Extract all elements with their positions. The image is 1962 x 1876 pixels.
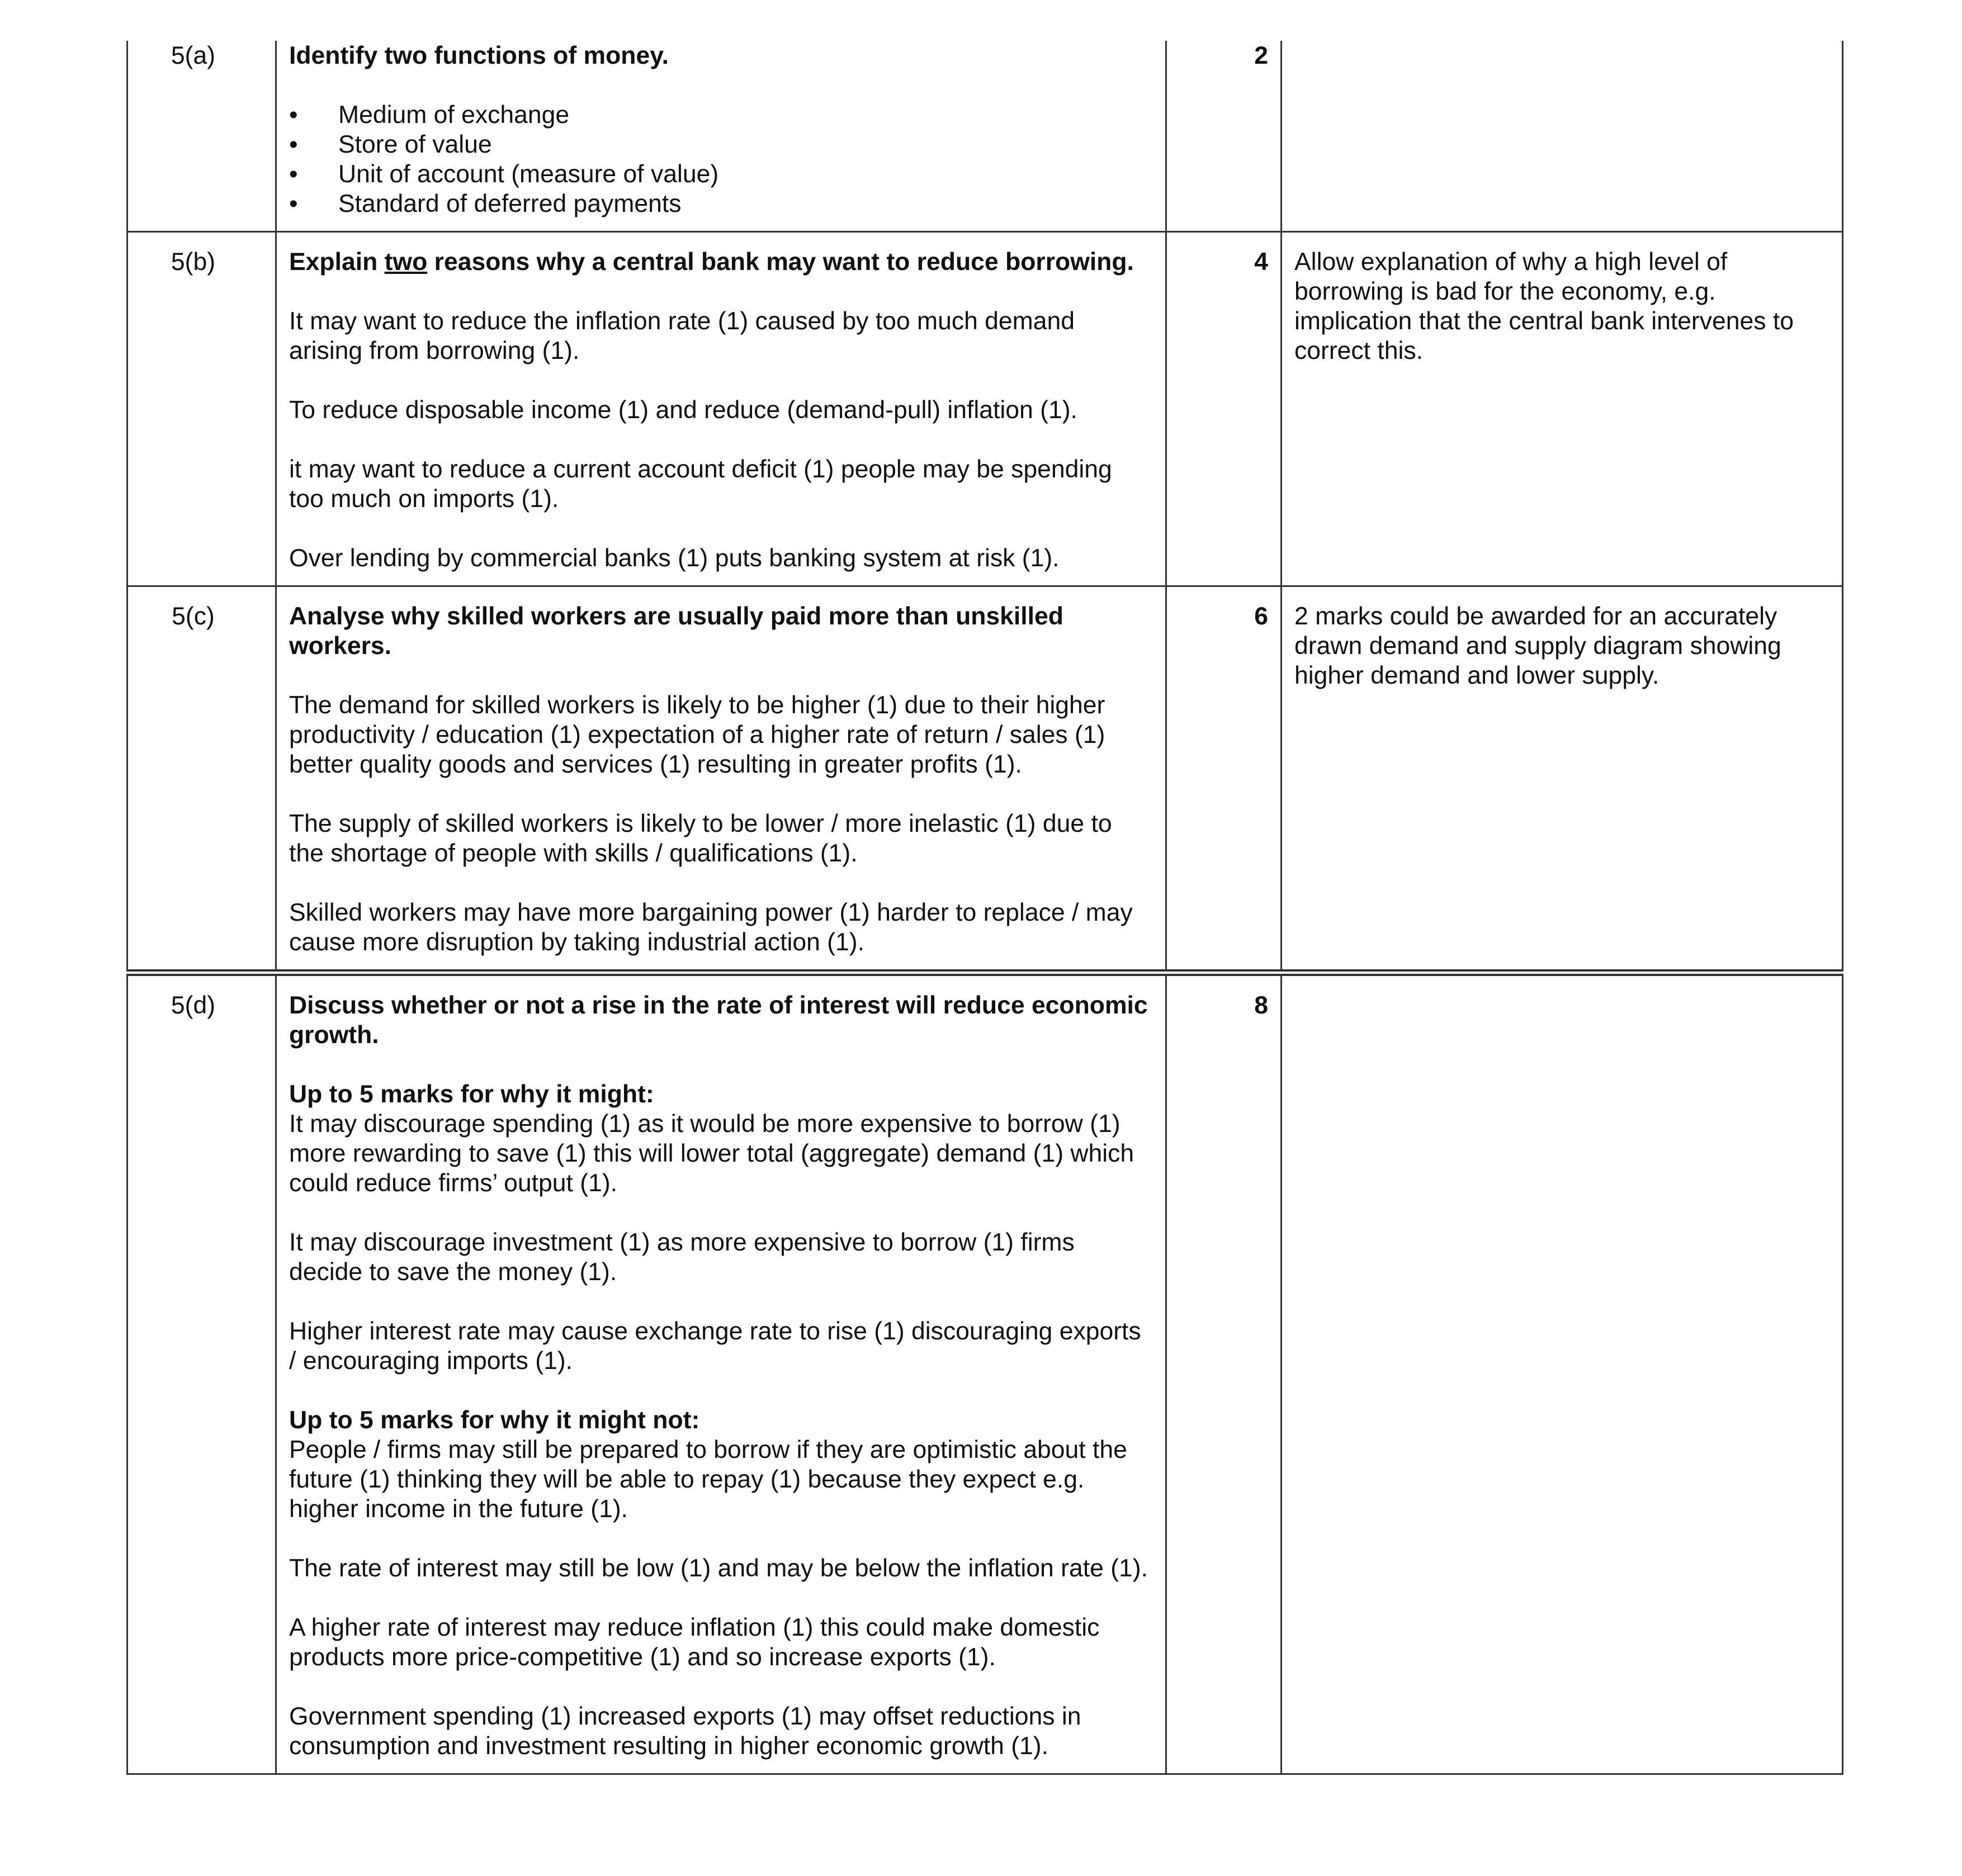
answer-paragraph: People / firms may still be prepared to borrow if they are optimistic about the future (1) thinking they will be able to repay (1) because they expect e.g. higher income in the future (1). bbox=[289, 1436, 1127, 1523]
answer-paragraph: It may discourage spending (1) as it would be more expensive to borrow (1) more rewarding to save (1) this will lower total (aggregate) demand (1) which could reduce firms’ output (1). bbox=[289, 1110, 1134, 1197]
list-item: • Store of value bbox=[289, 130, 1153, 159]
section-heading-might: Up to 5 marks for why it might: bbox=[289, 1081, 654, 1108]
marks-value: 6 bbox=[1254, 603, 1268, 630]
question-number: 5(d) bbox=[171, 992, 216, 1019]
question-number: 5(a) bbox=[171, 42, 216, 69]
list-item: • Standard of deferred payments bbox=[289, 189, 1153, 219]
marks-cell bbox=[1166, 973, 1282, 1774]
question-text: Analyse why skilled workers are usually paid more than unskilled workers. bbox=[289, 603, 1063, 660]
section-heading-might-not: Up to 5 marks for why it might not: bbox=[289, 1406, 700, 1434]
answer-paragraph: The rate of interest may still be low (1) and may be below the inflation rate (1). bbox=[289, 1555, 1148, 1582]
question-text: Identify two functions of money. bbox=[289, 42, 669, 69]
guidance-cell bbox=[1282, 232, 1843, 586]
question-number-cell bbox=[127, 586, 276, 973]
marks-value: 8 bbox=[1254, 992, 1268, 1019]
mark-scheme-table bbox=[126, 41, 1843, 1775]
guidance-cell bbox=[1282, 41, 1843, 232]
answer-paragraph: Over lending by commercial banks (1) puts banking system at risk (1). bbox=[289, 544, 1060, 572]
question-number: 5(c) bbox=[172, 603, 215, 630]
answer-cell bbox=[276, 232, 1166, 586]
guidance-text: 2 marks could be awarded for an accurately drawn demand and supply diagram showing higher demand and lower supply. bbox=[1294, 603, 1781, 689]
answer-paragraph: It may want to reduce the inflation rate (1) caused by too much demand arising from borrowing (1). bbox=[289, 307, 1075, 364]
question-number: 5(b) bbox=[171, 248, 216, 276]
table-row-5d bbox=[127, 973, 1843, 1774]
question-number-cell bbox=[127, 232, 276, 586]
guidance-text: Allow explanation of why a high level of borrowing is bad for the economy, e.g. implication that the central bank intervenes to correct this. bbox=[1294, 248, 1794, 364]
marks-cell bbox=[1166, 586, 1282, 973]
answer-paragraph: Government spending (1) increased exports (1) may offset reductions in consumption and investment resulting in higher economic growth (1). bbox=[289, 1703, 1081, 1760]
question-text bbox=[289, 247, 1153, 277]
table-row-5c bbox=[127, 586, 1843, 973]
answer-bullet-list bbox=[289, 100, 1153, 219]
marks-value: 4 bbox=[1254, 248, 1268, 276]
question-text-after: reasons why a central bank may want to reduce borrowing. bbox=[427, 248, 1134, 276]
table-row-5a bbox=[127, 41, 1843, 232]
table-row-5b bbox=[127, 232, 1843, 586]
answer-paragraph: A higher rate of interest may reduce inflation (1) this could make domestic products more price-competitive (1) and so increase exports (1). bbox=[289, 1614, 1100, 1671]
answer-paragraph: The demand for skilled workers is likely to be higher (1) due to their higher productivity / education (1) expectation of a higher rate of return / sales (1) better quality goods and services (1) resulting in greater profits (1). bbox=[289, 691, 1105, 778]
list-item: • Unit of account (measure of value) bbox=[289, 159, 1153, 189]
guidance-cell bbox=[1282, 973, 1843, 1774]
answer-cell bbox=[276, 586, 1166, 973]
answer-paragraph: To reduce disposable income (1) and reduce (demand-pull) inflation (1). bbox=[289, 396, 1077, 424]
answer-paragraph: The supply of skilled workers is likely to be lower / more inelastic (1) due to the shortage of people with skills / qualifications (1). bbox=[289, 810, 1112, 867]
question-number-cell bbox=[127, 973, 276, 1774]
marks-value: 2 bbox=[1254, 42, 1268, 69]
answer-paragraph: Higher interest rate may cause exchange rate to rise (1) discouraging exports / encouraging imports (1). bbox=[289, 1318, 1141, 1375]
list-item: • Medium of exchange bbox=[289, 100, 1153, 130]
guidance-cell bbox=[1282, 586, 1843, 973]
answer-paragraph: It may discourage investment (1) as more expensive to borrow (1) firms decide to save the money (1). bbox=[289, 1229, 1075, 1286]
answer-paragraph: it may want to reduce a current account deficit (1) people may be spending too much on imports (1). bbox=[289, 456, 1112, 513]
marks-cell bbox=[1166, 41, 1282, 232]
answer-cell bbox=[276, 41, 1166, 232]
answer-paragraph: Skilled workers may have more bargaining power (1) harder to replace / may cause more disruption by taking industrial action (1). bbox=[289, 899, 1133, 956]
answer-cell bbox=[276, 973, 1166, 1774]
question-text-underlined: two bbox=[384, 248, 428, 276]
question-number-cell bbox=[127, 41, 276, 232]
question-text: Discuss whether or not a rise in the rate of interest will reduce economic growth. bbox=[289, 992, 1148, 1049]
question-text-before: Explain bbox=[289, 248, 385, 276]
marks-cell bbox=[1166, 232, 1282, 586]
